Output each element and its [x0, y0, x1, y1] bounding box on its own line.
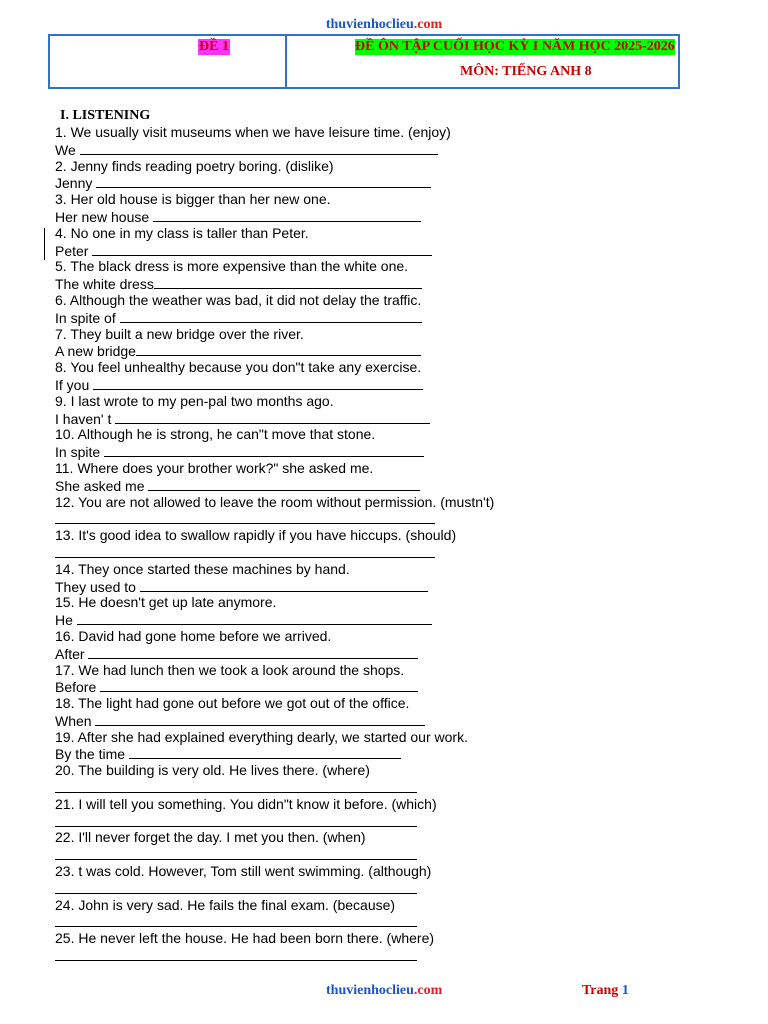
- answer-line: [55, 510, 575, 528]
- question-prompt: 22. I'll never forget the day. I met you then. (when): [55, 829, 366, 846]
- answer-start: In spite: [55, 444, 105, 461]
- question-prompt: 11. Where does your brother work?" she asked me.: [55, 459, 374, 476]
- answer-blank[interactable]: [95, 712, 425, 726]
- question-item: [55, 426, 575, 460]
- question-list: [55, 124, 575, 964]
- answer-start: Peter: [55, 242, 93, 259]
- answer-start: They used to: [55, 578, 140, 595]
- page-number: 1: [621, 983, 629, 998]
- answer-blank[interactable]: [148, 477, 420, 491]
- question-item: [55, 628, 575, 662]
- answer-blank[interactable]: [92, 242, 432, 256]
- answer-line: [55, 678, 575, 696]
- exam-title: ĐỀ ÔN TẬP CUỐI HỌC KỲ I NĂM HỌC 2025-2026: [355, 39, 675, 54]
- answer-line: [55, 309, 575, 327]
- question-prompt: 4. No one in my class is taller than Peter.: [55, 224, 309, 241]
- question-item: [55, 897, 575, 931]
- site-domain: .com: [413, 17, 443, 32]
- header-box: [48, 34, 680, 89]
- answer-start: The white dress: [55, 276, 154, 293]
- answer-blank[interactable]: [154, 275, 422, 289]
- question-prompt: 9. I last wrote to my pen-pal two months ago.: [55, 392, 334, 409]
- question-prompt: 8. You feel unhealthy because you don"t take any exercise.: [55, 359, 422, 376]
- exam-code: ĐỀ 1: [199, 39, 229, 54]
- question-item: [55, 393, 575, 427]
- question-item: [55, 225, 575, 259]
- answer-start: She asked me: [55, 477, 149, 494]
- answer-blank[interactable]: [88, 645, 418, 659]
- answer-line: [55, 813, 575, 831]
- answer-blank[interactable]: [80, 141, 438, 155]
- question-item: [55, 561, 575, 595]
- answer-blank[interactable]: [55, 880, 417, 894]
- question-prompt: 10. Although he is strong, he can"t move that stone.: [55, 426, 376, 443]
- answer-blank[interactable]: [55, 544, 435, 558]
- answer-start: By the time: [55, 746, 129, 763]
- question-prompt: 6. Although the weather was bad, it did not delay the traffic.: [55, 291, 422, 308]
- answer-line: [55, 342, 575, 360]
- question-item: [55, 258, 575, 292]
- question-prompt: 24. John is very sad. He fails the final exam. (because): [55, 896, 396, 913]
- question-prompt: 15. He doesn't get up late anymore.: [55, 594, 277, 611]
- question-item: [55, 158, 575, 192]
- question-prompt: 25. He never left the house. He had been born there. (where): [55, 930, 435, 947]
- question-prompt: 3. Her old house is bigger than her new one.: [55, 191, 331, 208]
- question-item: [55, 124, 575, 158]
- answer-blank[interactable]: [115, 410, 430, 424]
- answer-start: A new bridge: [55, 343, 136, 360]
- question-prompt: 16. David had gone home before we arrived.: [55, 627, 332, 644]
- answer-blank[interactable]: [136, 342, 421, 356]
- answer-line: [55, 242, 575, 260]
- answer-line: [55, 779, 575, 797]
- header-divider: [285, 36, 287, 87]
- answer-blank[interactable]: [55, 913, 417, 927]
- answer-blank[interactable]: [93, 376, 423, 390]
- answer-blank[interactable]: [153, 208, 421, 222]
- site-name: thuvienhoclieu: [325, 17, 414, 32]
- answer-line: [55, 208, 575, 226]
- answer-start: I haven' t: [55, 410, 116, 427]
- question-item: [55, 863, 575, 897]
- answer-start: He: [55, 612, 77, 629]
- question-item: [55, 494, 575, 528]
- question-prompt: 20. The building is very old. He lives there. (where): [55, 762, 370, 779]
- question-prompt: 21. I will tell you something. You didn"t know it before. (which): [55, 795, 437, 812]
- answer-line: [55, 712, 575, 730]
- answer-line: [55, 443, 575, 461]
- footer-site-domain: .com: [413, 983, 443, 998]
- answer-start: In spite of: [55, 309, 120, 326]
- answer-blank[interactable]: [96, 174, 431, 188]
- question-prompt: 17. We had lunch then we took a look around the shops.: [55, 661, 405, 678]
- answer-line: [55, 275, 575, 293]
- question-prompt: 14. They once started these machines by hand.: [55, 560, 350, 577]
- question-prompt: 12. You are not allowed to leave the room without permission. (mustn't): [55, 493, 495, 510]
- question-item: [55, 460, 575, 494]
- question-item: [55, 359, 575, 393]
- answer-line: [55, 544, 575, 562]
- answer-line: [55, 846, 575, 864]
- question-prompt: 1. We usually visit museums when we have leisure time. (enjoy): [55, 124, 451, 140]
- answer-blank[interactable]: [120, 309, 422, 323]
- section-title: I. LISTENING: [60, 108, 151, 123]
- question-item: [55, 662, 575, 696]
- question-item: [55, 796, 575, 830]
- answer-blank[interactable]: [104, 443, 424, 457]
- answer-line: [55, 376, 575, 394]
- answer-blank[interactable]: [100, 678, 418, 692]
- question-item: [55, 695, 575, 729]
- answer-blank[interactable]: [55, 779, 417, 793]
- answer-start: If you: [55, 376, 94, 393]
- question-item: [55, 326, 575, 360]
- answer-blank[interactable]: [55, 510, 435, 524]
- site-watermark-top: [0, 17, 768, 33]
- answer-blank[interactable]: [55, 813, 417, 827]
- answer-line: [55, 578, 575, 596]
- answer-line: [55, 745, 575, 763]
- footer-site-name: thuvienhoclieu: [326, 983, 414, 998]
- answer-line: [55, 410, 575, 428]
- answer-start: After: [55, 645, 89, 662]
- answer-blank[interactable]: [55, 947, 417, 961]
- question-prompt: 7. They built a new bridge over the river.: [55, 325, 304, 342]
- question-prompt: 18. The light had gone out before we got out of the office.: [55, 695, 410, 712]
- answer-start: When: [55, 712, 96, 729]
- answer-start: We: [55, 141, 80, 158]
- question-item: [55, 930, 575, 964]
- answer-line: [55, 611, 575, 629]
- page-indicator: [582, 983, 629, 999]
- answer-line: [55, 880, 575, 898]
- answer-blank[interactable]: [129, 745, 401, 759]
- answer-start: Jenny: [55, 175, 97, 192]
- question-item: [55, 729, 575, 763]
- answer-line: [55, 477, 575, 495]
- question-item: [55, 292, 575, 326]
- exam-subject: MÔN: TIẾNG ANH 8: [460, 64, 592, 79]
- answer-line: [55, 141, 575, 159]
- question-prompt: 2. Jenny finds reading poetry boring. (dislike): [55, 157, 334, 174]
- question-item: [55, 191, 575, 225]
- question-item: [55, 829, 575, 863]
- answer-blank[interactable]: [140, 578, 428, 592]
- page-label: Trang: [582, 983, 622, 998]
- answer-line: [55, 947, 575, 965]
- answer-line: [55, 913, 575, 931]
- text-cursor: [44, 228, 45, 260]
- question-prompt: 13. It's good idea to swallow rapidly if you have hiccups. (should): [55, 527, 457, 544]
- answer-start: Her new house: [55, 208, 154, 225]
- question-prompt: 23. t was cold. However, Tom still went swimming. (although): [55, 863, 432, 880]
- question-prompt: 19. After she had explained everything dearly, we started our work.: [55, 728, 468, 745]
- question-item: [55, 594, 575, 628]
- answer-line: [55, 645, 575, 663]
- answer-line: [55, 174, 575, 192]
- question-prompt: 5. The black dress is more expensive than the white one.: [55, 258, 409, 275]
- answer-blank[interactable]: [77, 611, 432, 625]
- footer-site: [326, 983, 442, 999]
- answer-blank[interactable]: [55, 846, 417, 860]
- question-item: [55, 527, 575, 561]
- question-item: [55, 762, 575, 796]
- answer-start: Before: [55, 679, 101, 696]
